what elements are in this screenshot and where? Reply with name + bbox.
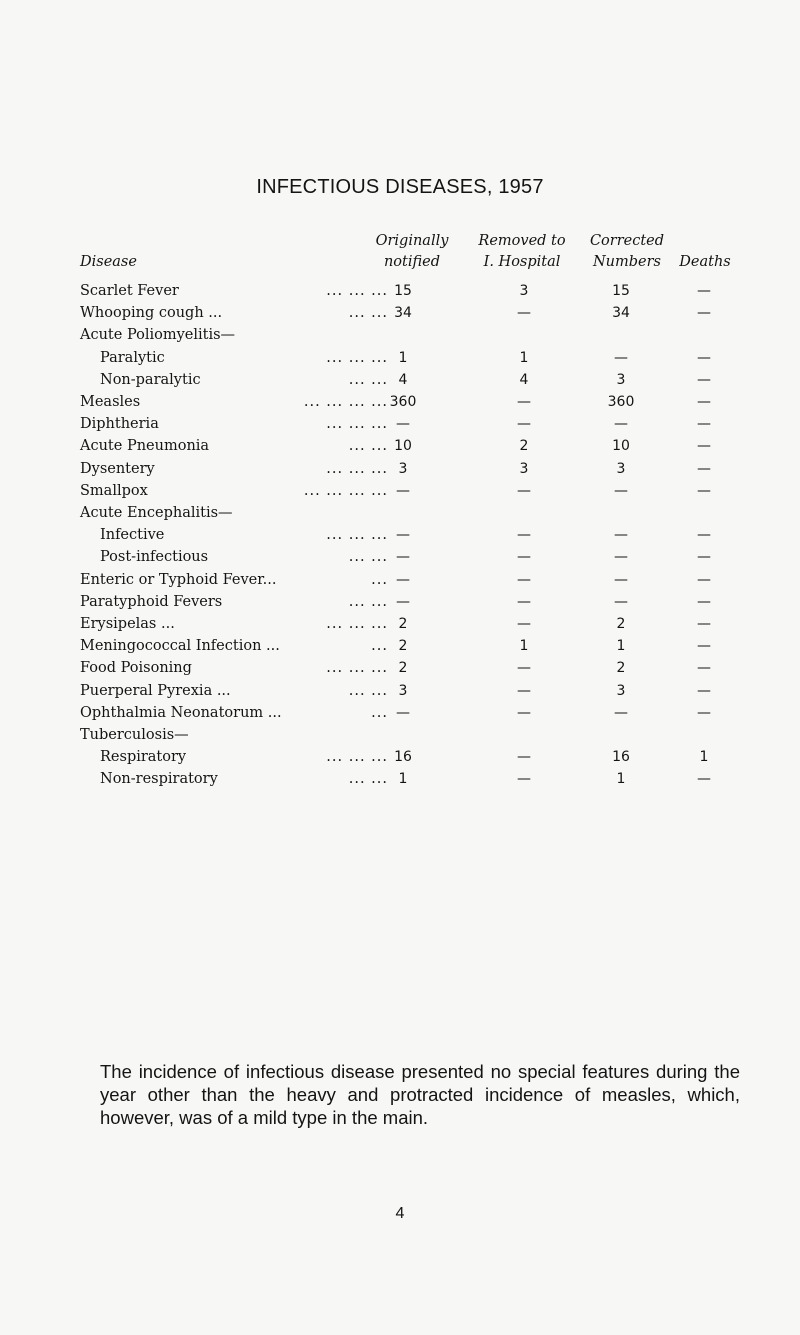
- leader-dots: ... ... ...: [326, 460, 388, 477]
- leader-dots: ... ... ... ...: [303, 394, 388, 410]
- table-row: [0, 768, 800, 790]
- originally-notified-value: —: [396, 482, 410, 499]
- originally-notified-value: 10: [394, 438, 412, 455]
- deaths-value: —: [697, 593, 711, 610]
- deaths-value: —: [697, 571, 711, 588]
- header-originally-line2: notified: [383, 254, 441, 270]
- disease-label: Tuberculosis—: [80, 727, 189, 743]
- originally-notified-value: —: [396, 549, 410, 566]
- removed-to-hospital-value: —: [517, 527, 531, 544]
- corrected-numbers-value: —: [614, 549, 628, 566]
- header-originally-line1: Originally: [375, 233, 449, 249]
- header-corrected-line2: Numbers: [592, 254, 662, 270]
- header-disease: Disease: [80, 254, 137, 270]
- removed-to-hospital-value: —: [517, 394, 531, 410]
- corrected-numbers-value: —: [614, 593, 628, 610]
- removed-to-hospital-value: —: [517, 682, 531, 699]
- disease-label: Non-respiratory: [100, 771, 218, 788]
- table-row: [0, 369, 800, 391]
- originally-notified-value: 1: [398, 349, 408, 366]
- table-row: [0, 480, 800, 502]
- originally-notified-value: —: [396, 571, 410, 588]
- leader-dots: ... ... ...: [326, 749, 388, 766]
- deaths-value: —: [697, 682, 711, 699]
- corrected-numbers-value: 15: [612, 283, 630, 299]
- disease-label: Paratyphoid Fevers: [80, 593, 223, 610]
- corrected-numbers-value: —: [614, 349, 628, 366]
- deaths-value: —: [697, 660, 711, 677]
- disease-label: Whooping cough ...: [80, 305, 223, 322]
- deaths-value: —: [697, 527, 711, 544]
- corrected-numbers-value: 16: [612, 749, 630, 766]
- originally-notified-value: —: [396, 704, 410, 721]
- corrected-numbers-value: 3: [616, 460, 626, 477]
- page-title: INFECTIOUS DISEASES, 1957: [256, 176, 544, 198]
- header-removed-line2: I. Hospital: [483, 254, 561, 270]
- table-row: [0, 591, 800, 613]
- disease-label: Puerperal Pyrexia ...: [80, 682, 231, 699]
- table-row: [0, 458, 800, 480]
- table-row: [0, 302, 800, 324]
- removed-to-hospital-value: —: [517, 749, 531, 766]
- removed-to-hospital-value: 2: [519, 438, 529, 455]
- table-row: [0, 613, 800, 635]
- originally-notified-value: 2: [398, 638, 408, 655]
- removed-to-hospital-value: —: [517, 704, 531, 721]
- table-row: [0, 635, 800, 657]
- deaths-value: —: [697, 438, 711, 455]
- leader-dots: ...: [371, 704, 388, 721]
- removed-to-hospital-value: 3: [519, 460, 529, 477]
- deaths-value: —: [697, 394, 711, 410]
- removed-to-hospital-value: —: [517, 549, 531, 566]
- originally-notified-value: —: [396, 593, 410, 610]
- corrected-numbers-value: 1: [616, 638, 626, 655]
- table-row: [0, 546, 800, 568]
- originally-notified-value: 3: [398, 460, 408, 477]
- header-deaths: Deaths: [679, 254, 731, 270]
- leader-dots: ... ... ...: [326, 527, 388, 544]
- leader-dots: ... ...: [348, 682, 388, 699]
- deaths-value: —: [697, 771, 711, 788]
- table-row: [0, 435, 800, 457]
- deaths-value: —: [697, 349, 711, 366]
- removed-to-hospital-value: —: [517, 593, 531, 610]
- corrected-numbers-value: 360: [607, 394, 635, 410]
- originally-notified-value: 15: [394, 283, 412, 299]
- header-removed-line1: Removed to: [478, 233, 566, 249]
- table-row: [0, 746, 800, 768]
- table-row: [0, 657, 800, 679]
- corrected-numbers-value: 3: [616, 682, 626, 699]
- originally-notified-value: 360: [389, 394, 417, 410]
- originally-notified-value: 4: [398, 371, 408, 388]
- deaths-value: —: [697, 283, 711, 299]
- corrected-numbers-value: —: [614, 704, 628, 721]
- disease-label: Acute Poliomyelitis—: [80, 327, 236, 344]
- leader-dots: ... ... ...: [326, 283, 388, 299]
- corrected-numbers-value: —: [614, 571, 628, 588]
- corrected-numbers-value: —: [614, 482, 628, 499]
- leader-dots: ... ...: [348, 438, 388, 455]
- deaths-value: —: [697, 704, 711, 721]
- disease-label: Erysipelas ...: [80, 616, 175, 632]
- header-corrected-line1: Corrected: [589, 233, 665, 249]
- leader-dots: ... ... ...: [326, 616, 388, 632]
- corrected-numbers-value: —: [614, 416, 628, 433]
- leader-dots: ... ... ...: [326, 416, 388, 433]
- leader-dots: ... ... ... ...: [303, 482, 388, 499]
- originally-notified-value: 3: [398, 682, 408, 699]
- table-row: [0, 702, 800, 724]
- removed-to-hospital-value: 3: [519, 283, 529, 299]
- table-row: [0, 324, 800, 346]
- summary-paragraph: The incidence of infectious disease presented no special features during the year other than the heavy and protracted incidence of measles, which, however, was of a mild type in the main.: [100, 1061, 740, 1128]
- disease-label: Enteric or Typhoid Fever...: [80, 571, 277, 588]
- removed-to-hospital-value: 4: [519, 371, 529, 388]
- leader-dots: ... ... ...: [326, 349, 388, 366]
- deaths-value: —: [697, 416, 711, 433]
- deaths-value: 1: [699, 749, 709, 766]
- disease-label: Acute Pneumonia: [80, 438, 210, 455]
- removed-to-hospital-value: —: [517, 482, 531, 499]
- deaths-value: —: [697, 549, 711, 566]
- corrected-numbers-value: 2: [616, 660, 626, 677]
- table-row: [0, 524, 800, 546]
- deaths-value: —: [697, 460, 711, 477]
- table-row: [0, 391, 800, 413]
- table-row: [0, 347, 800, 369]
- disease-label: Scarlet Fever: [80, 283, 179, 299]
- corrected-numbers-value: 3: [616, 371, 626, 388]
- leader-dots: ... ...: [348, 771, 388, 788]
- table-row: [0, 502, 800, 524]
- removed-to-hospital-value: —: [517, 416, 531, 433]
- originally-notified-value: 1: [398, 771, 408, 788]
- disease-label: Post-infectious: [100, 549, 209, 566]
- disease-label: Measles: [80, 394, 141, 410]
- leader-dots: ... ... ...: [326, 660, 388, 677]
- leader-dots: ... ...: [348, 305, 388, 322]
- originally-notified-value: —: [396, 416, 410, 433]
- disease-label: Dysentery: [80, 460, 155, 477]
- table-row: [0, 724, 800, 746]
- originally-notified-value: 16: [394, 749, 412, 766]
- leader-dots: ...: [371, 571, 388, 588]
- originally-notified-value: —: [396, 527, 410, 544]
- deaths-value: —: [697, 638, 711, 655]
- disease-label: Ophthalmia Neonatorum ...: [80, 704, 282, 721]
- corrected-numbers-value: 2: [616, 616, 626, 632]
- removed-to-hospital-value: —: [517, 571, 531, 588]
- disease-label: Non-paralytic: [100, 371, 201, 388]
- table-row: [0, 413, 800, 435]
- table-row: [0, 569, 800, 591]
- disease-label: Acute Encephalitis—: [80, 505, 233, 521]
- removed-to-hospital-value: 1: [519, 349, 529, 366]
- removed-to-hospital-value: —: [517, 616, 531, 632]
- leader-dots: ... ...: [348, 549, 388, 566]
- leader-dots: ...: [371, 638, 388, 655]
- removed-to-hospital-value: —: [517, 771, 531, 788]
- originally-notified-value: 2: [398, 660, 408, 677]
- removed-to-hospital-value: —: [517, 305, 531, 322]
- page-number: 4: [395, 1205, 405, 1222]
- disease-label: Paralytic: [100, 349, 165, 366]
- removed-to-hospital-value: —: [517, 660, 531, 677]
- originally-notified-value: 34: [394, 305, 412, 322]
- disease-label: Meningococcal Infection ...: [80, 638, 280, 655]
- disease-label: Infective: [100, 527, 165, 544]
- table-row: [0, 280, 800, 302]
- corrected-numbers-value: 1: [616, 771, 626, 788]
- originally-notified-value: 2: [398, 616, 408, 632]
- deaths-value: —: [697, 305, 711, 322]
- corrected-numbers-value: 34: [612, 305, 630, 322]
- disease-label: Smallpox: [80, 482, 148, 499]
- deaths-value: —: [697, 371, 711, 388]
- disease-label: Diphtheria: [80, 416, 159, 433]
- disease-label: Food Poisoning: [80, 660, 192, 677]
- removed-to-hospital-value: 1: [519, 638, 529, 655]
- leader-dots: ... ...: [348, 593, 388, 610]
- corrected-numbers-value: —: [614, 527, 628, 544]
- corrected-numbers-value: 10: [612, 438, 630, 455]
- leader-dots: ... ...: [348, 371, 388, 388]
- deaths-value: —: [697, 482, 711, 499]
- table-row: [0, 680, 800, 702]
- deaths-value: —: [697, 616, 711, 632]
- disease-label: Respiratory: [100, 749, 187, 766]
